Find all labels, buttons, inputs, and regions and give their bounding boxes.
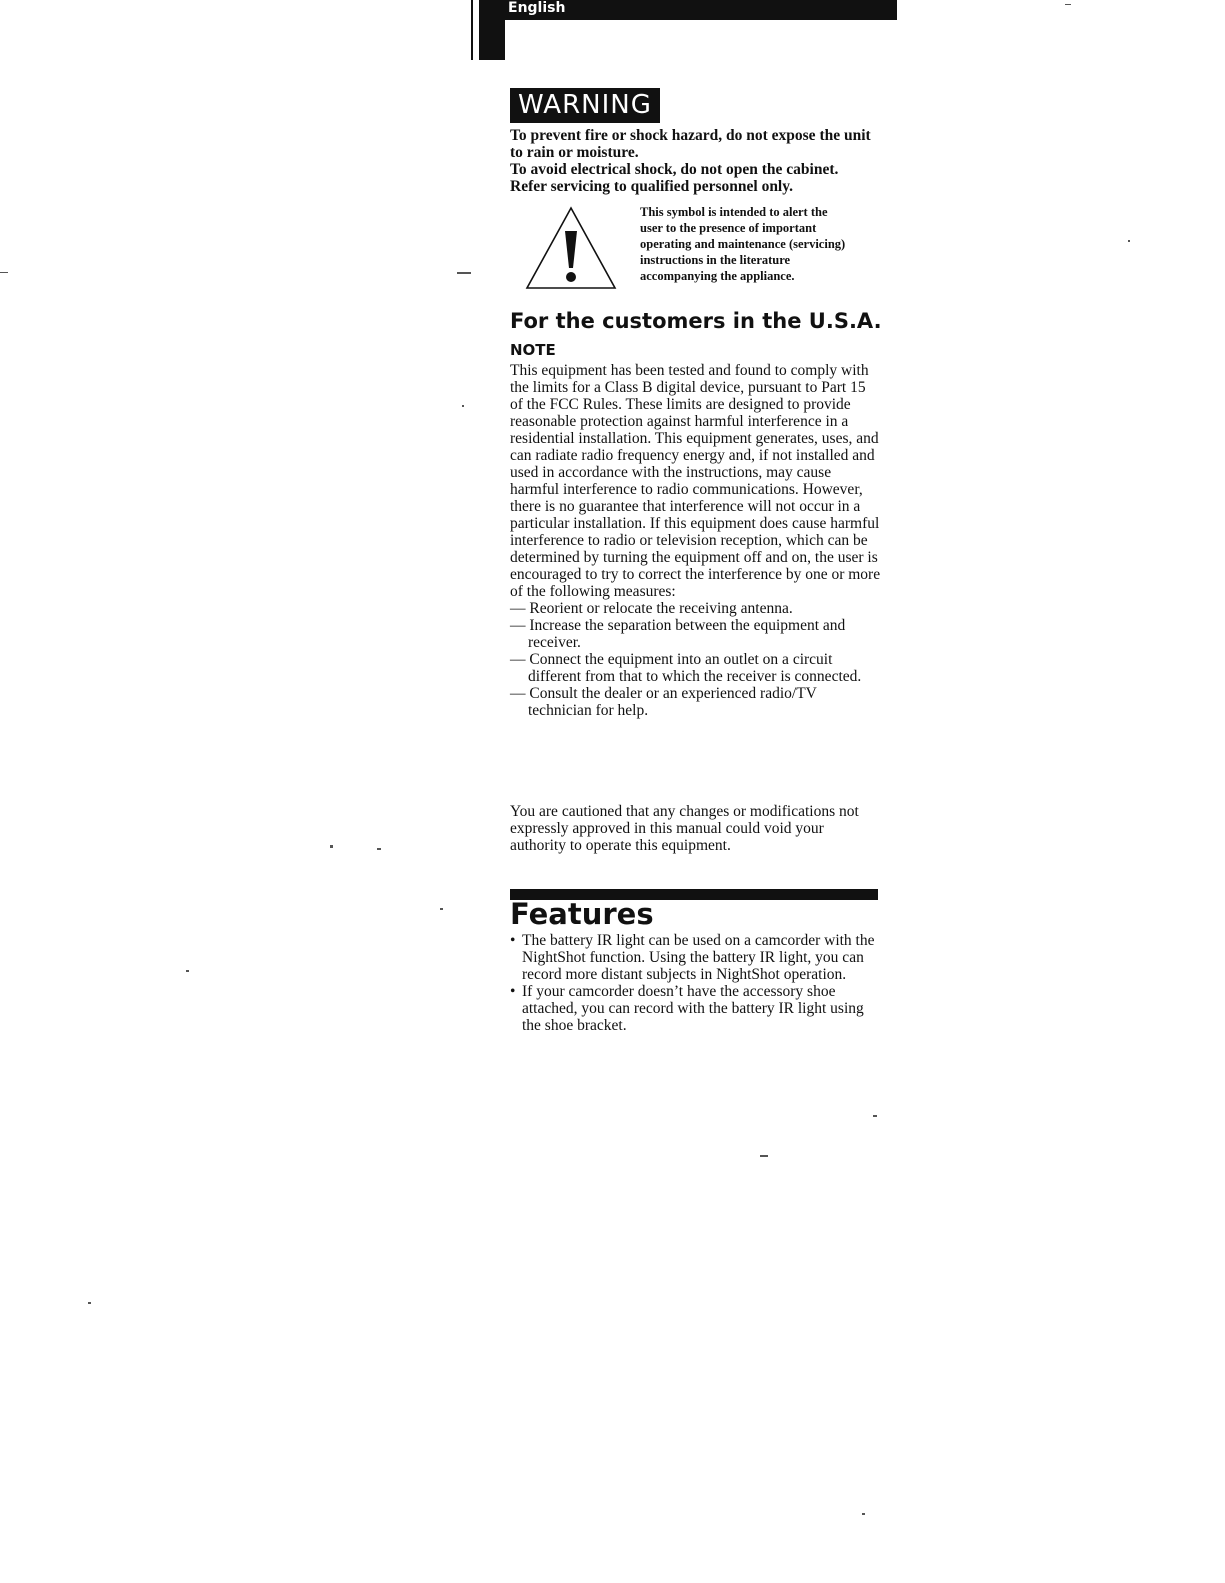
page-tab-line xyxy=(471,0,473,60)
measures-list xyxy=(510,600,882,719)
scan-speck xyxy=(873,1115,877,1117)
scan-speck xyxy=(440,908,443,910)
scan-speck xyxy=(1128,240,1130,242)
fcc-note xyxy=(510,362,882,719)
language-bar xyxy=(500,0,897,20)
feature-item: • The battery IR light can be used on a camcorder with the NightShot function. Using the battery IR light, you can record more distant subjects in NightShot operation. xyxy=(510,932,882,983)
scan-speck xyxy=(457,272,471,274)
usa-section-heading: For the customers in the U.S.A. xyxy=(510,309,882,333)
scan-speck xyxy=(862,1513,865,1515)
scan-speck xyxy=(0,272,8,273)
scan-speck xyxy=(88,1302,91,1304)
scan-speck xyxy=(462,405,464,407)
warning-text xyxy=(510,127,875,195)
warning-heading: WARNING xyxy=(510,88,660,123)
features-list xyxy=(510,932,882,1034)
measure-item: — Connect the equipment into an outlet on a circuit different from that to which the receiver is connected. xyxy=(510,651,862,685)
caution-paragraph: You are cautioned that any changes or modifications not expressly approved in this manual could void your authority to operate this equipment. xyxy=(510,803,859,854)
measure-item: — Increase the separation between the equipment and receiver. xyxy=(510,617,846,651)
symbol-note: This symbol is intended to alert the user to the presence of important operating and maintenance (servicing) instructions in the literature accompanying the appliance. xyxy=(640,205,846,283)
note-heading: NOTE xyxy=(510,341,556,359)
scan-speck xyxy=(377,848,381,850)
measure-item: — Reorient or relocate the receiving antenna. xyxy=(510,600,793,617)
scan-speck xyxy=(760,1155,768,1157)
scan-speck xyxy=(330,845,333,848)
language-label: English xyxy=(508,0,566,16)
features-heading: Features xyxy=(510,897,654,931)
scan-speck xyxy=(186,970,189,972)
warning-triangle-icon xyxy=(525,205,617,291)
measure-item: — Consult the dealer or an experienced radio/TV technician for help. xyxy=(510,685,817,719)
feature-item: • If your camcorder doesn’t have the accessory shoe attached, you can record with the battery IR light using the shoe bracket. xyxy=(510,983,882,1034)
scan-speck xyxy=(1065,4,1071,5)
fcc-note-body: This equipment has been tested and found to comply with the limits for a Class B digital device, pursuant to Part 15 of the FCC Rules. These limits are designed to provide reasonable protection against harmful interference in a residential installation. This equipment generates, uses, and can radiate radio frequency energy and, if not installed and used in accordance with the instructions, may cause harmful interference to radio communications. However, there is no guarantee that interference will not occur in a particular installation. If this equipment does cause harmful interference to radio or television reception, which can be determined by turning the equipment off and on, the user is encouraged to try to correct the interference by one or more of the following measures: xyxy=(510,362,881,600)
warning-line: To avoid electrical shock, do not open the cabinet. Refer servicing to qualified personnel only. xyxy=(510,161,839,195)
warning-line: To prevent fire or shock hazard, do not expose the unit to rain or moisture. xyxy=(510,127,871,161)
